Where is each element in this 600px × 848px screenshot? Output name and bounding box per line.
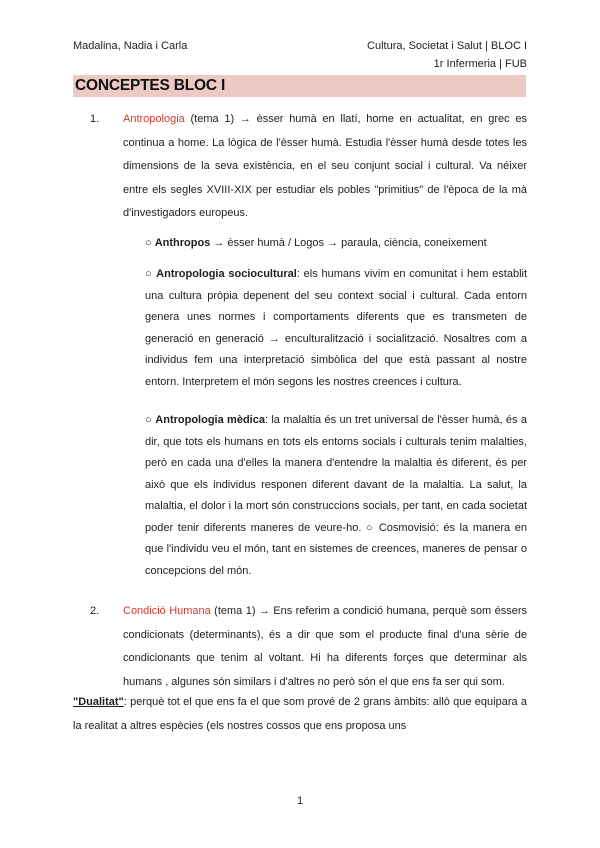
subitem-text: : els humans vivim en comunitat i hem establit una cultura pròpia depenent del seu context social i cultural. Cada entorn genera unes normes i comportaments diferents que es transmeten de generació en generació → enculturalització i socialització. Nosaltres com a individus fem una interpretació simbòlica del que està passant al nostre entorn. Interpretem el món segons les nostres creences i cultura. xyxy=(145,268,528,388)
subitem-term: Anthropos xyxy=(154,237,211,249)
subitem-anthropos xyxy=(145,233,527,255)
item-text: (tema 1) → èsser humà en llatí, home en actualitat, en grec es continua a home. La lògica de l'èsser humà. Estudia l'èsser humà desde totes les dimensions de la seva existència, en el seu conjunt social i cultural. Va néixer entre els segles XVIII-XIX per estudiar els pobles "primitius" de l'època de la mà d'investigadors europeus. xyxy=(123,113,527,219)
item-condicio-humana xyxy=(123,600,527,694)
header-course: Cultura, Societat i Salut | BLOC I xyxy=(367,40,527,52)
item-text: (tema 1) → Ens referim a condició humana, perquè som éssers condicionats (determinants), és a dir que som el producte final d'una sèrie de condicionants que tenim al voltant. Hi ha diferents forçes que determinar als humans , algunes són similars i d'altres no però són el que ens fa ser qui som. xyxy=(123,605,527,688)
item-number: 1. xyxy=(90,113,100,125)
subitem-antropologia-sociocultural xyxy=(145,264,527,393)
header-program: 1r Infermeria | FUB xyxy=(433,58,527,70)
section-title-bar xyxy=(73,75,526,97)
subitem-bullet: ○ xyxy=(145,237,155,249)
header-course-info xyxy=(367,37,527,73)
subitem-bullet: ○ xyxy=(145,414,156,426)
item-antropologia xyxy=(123,108,527,226)
header-authors: Madalina, Nadia i Carla xyxy=(73,40,188,52)
subitem-text: → èsser humà / Logos → paraula, ciència, coneixement xyxy=(210,237,487,249)
subitem-term: Antropologia sociocultural xyxy=(156,268,297,280)
subitem-antropologia-medica xyxy=(145,410,527,582)
item-number: 2. xyxy=(90,605,100,617)
section-title: CONCEPTES BLOC I xyxy=(75,77,226,94)
item-term: Antropologia xyxy=(123,113,185,125)
subitem-bullet: ○ xyxy=(145,268,157,280)
page-number: 1 xyxy=(296,795,304,807)
subitem-text: : la malaltia és un tret universal de l'èsser humà, és a dir, que tots els humans en tots els entorns socials i culturals tenim malalties, però en cada una d'elles la manera d'entendre la malaltia és diferent, és per això que els individus responen diferent davant de la malaltia. La salut, la malaltia, el dolor i la mort són construccions socials, per tant, en cada societat poder tenir diferents maneres de veure-ho. ○ Cosmovisió: és la manera en que l'individu veu el món, tant en sistemes de creences, maneres de pensar o concepcions del món. xyxy=(145,414,527,577)
item-term: Condició Humana xyxy=(123,605,211,617)
dualitat-term: "Dualitat" xyxy=(73,696,124,708)
dualitat-paragraph xyxy=(73,691,527,738)
subitem-term: Antropologia mèdica xyxy=(155,414,265,426)
dualitat-text: : perquè tot el que ens fa el que som prové de 2 grans àmbits: allò que equipara a la realitat a altres espècies (els nostres cossos que ens proposa uns xyxy=(73,696,527,732)
